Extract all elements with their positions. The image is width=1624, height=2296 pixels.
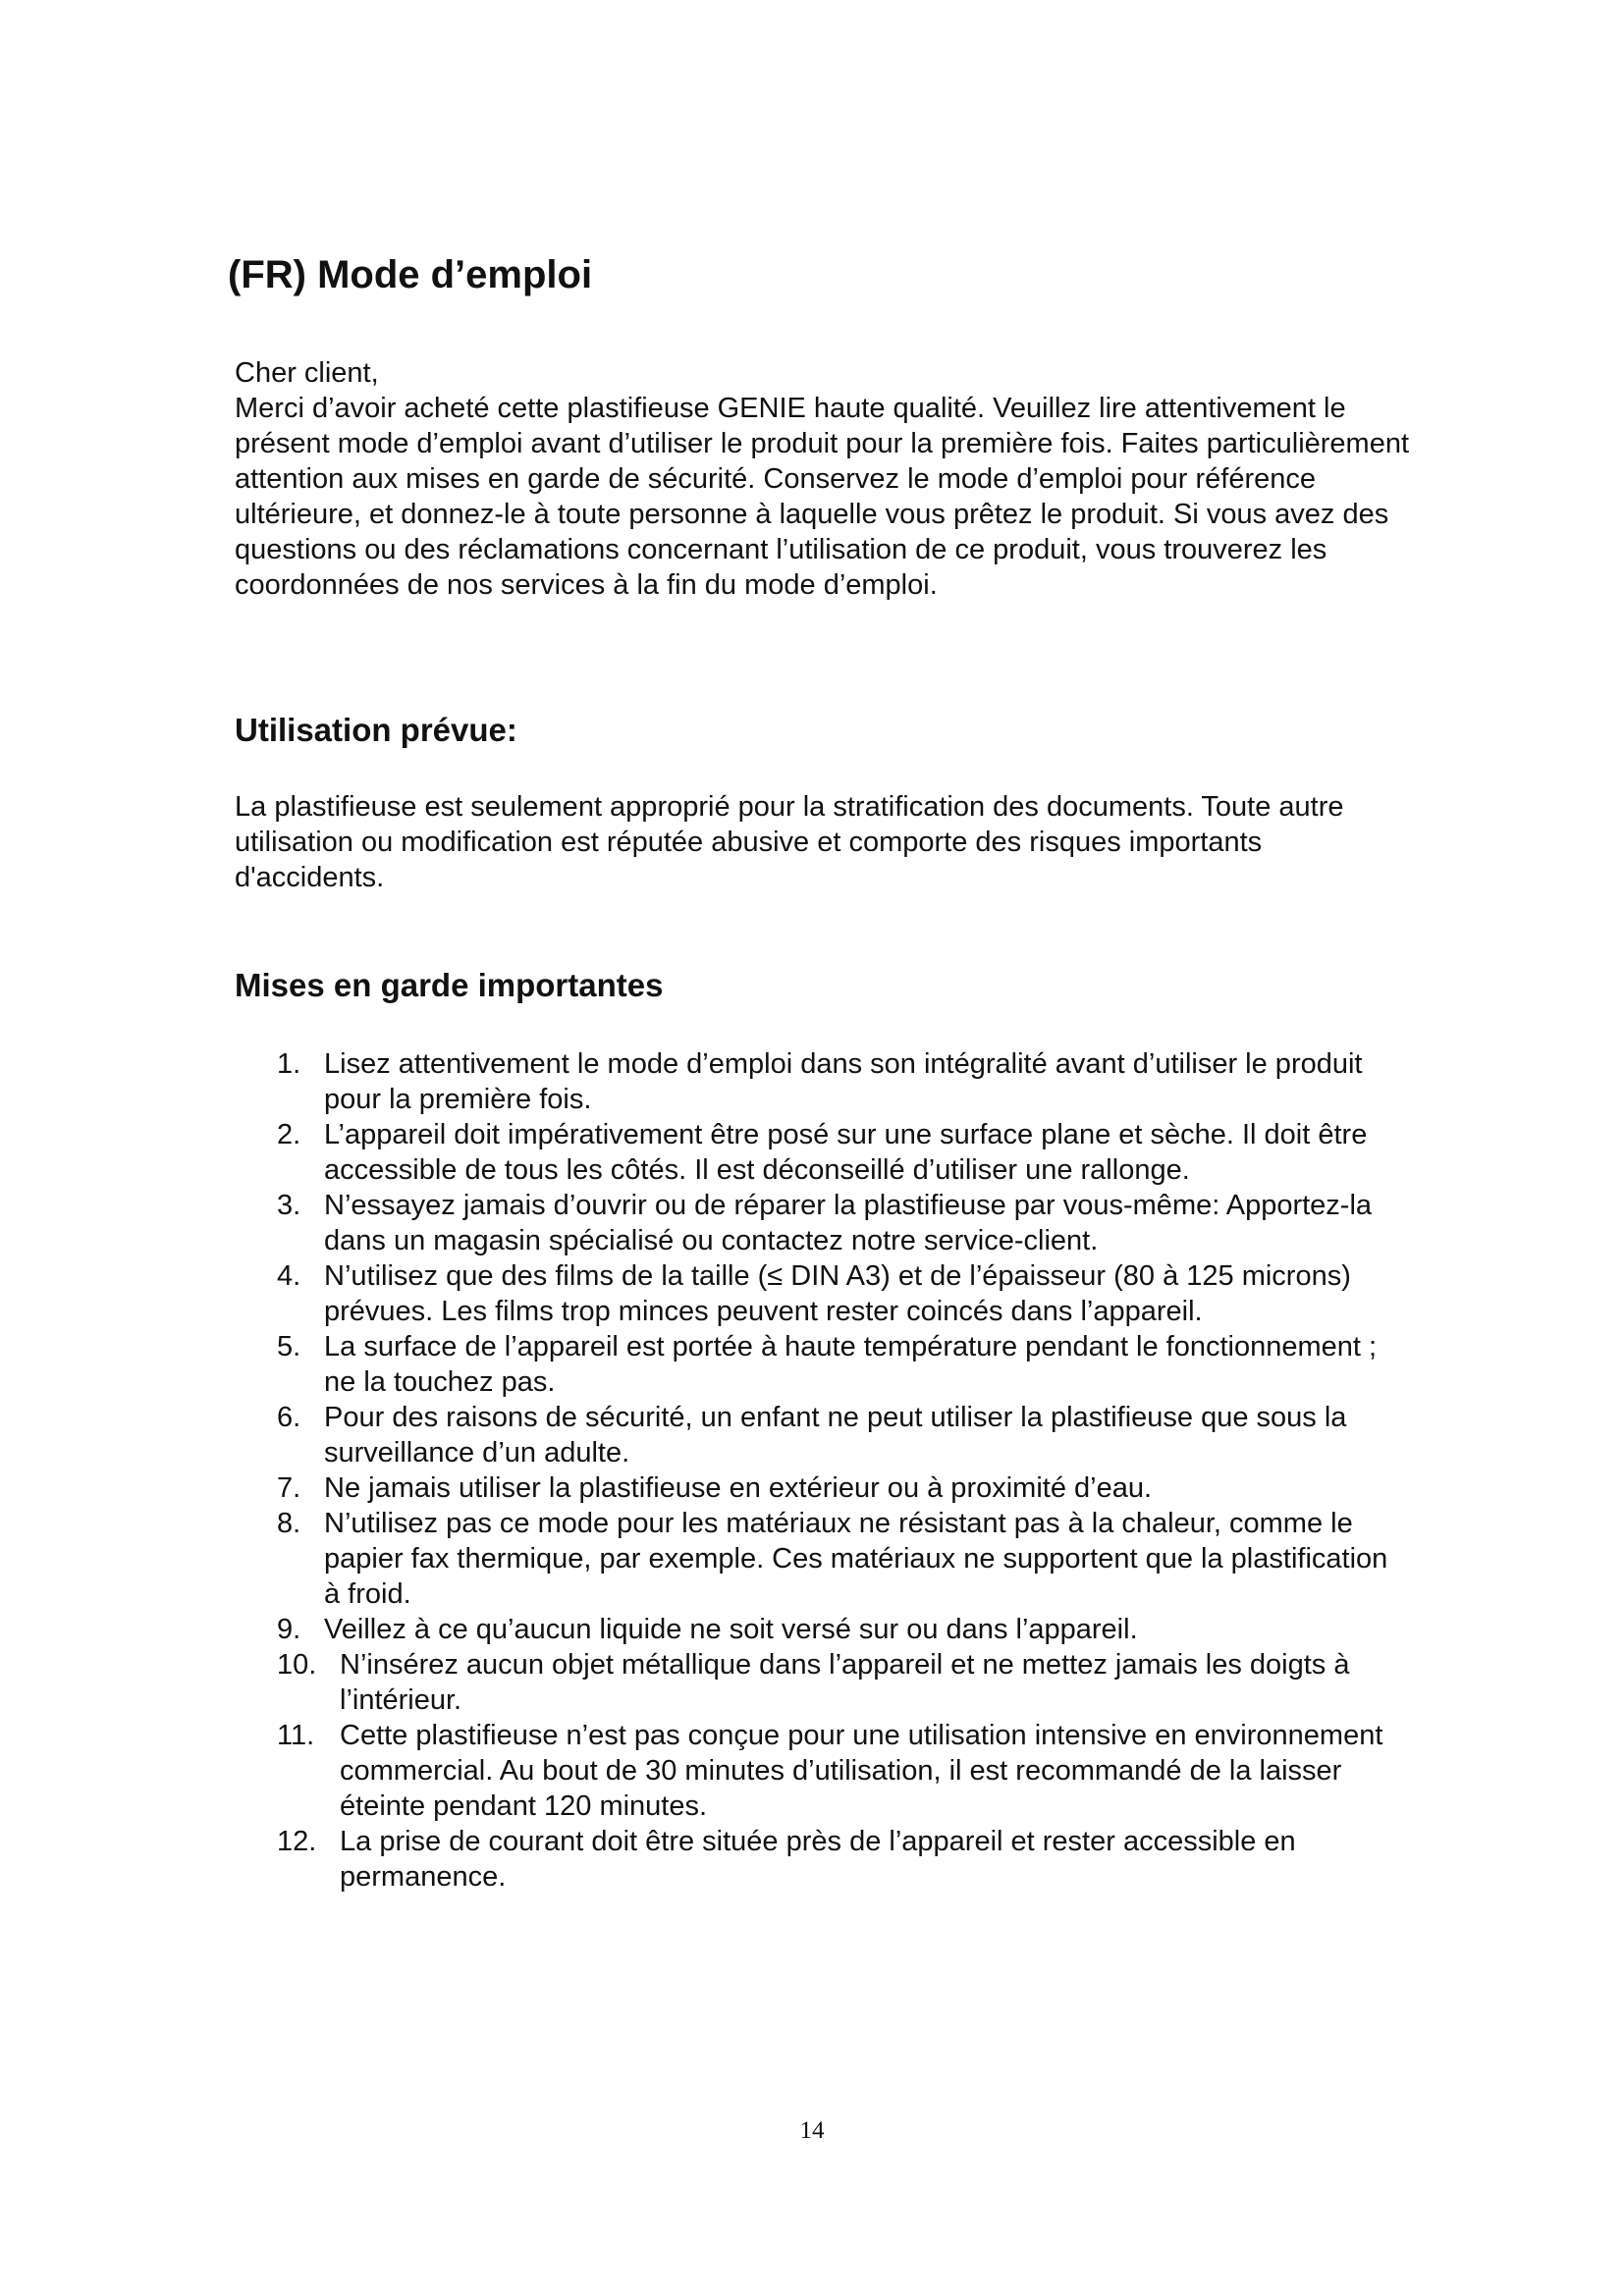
list-item-number: 7.	[277, 1472, 301, 1504]
list-item-text: N’essayez jamais d’ouvrir ou de réparer la plastifieuse par vous-même: Apportez-la dans un magasin spécialisé ou contactez notre service-client.	[324, 1190, 1373, 1256]
list-item-number: 8.	[277, 1508, 301, 1539]
list-item-number: 11.	[277, 1720, 315, 1751]
list-item	[277, 1824, 1406, 1895]
usage-paragraph: La plastifieuse est seulement approprié pour la stratification des documents. Toute autre utilisation ou modification est réputée abusive et comporte des risques importants d'accidents.	[235, 791, 1344, 893]
list-item-text: Ne jamais utiliser la plastifieuse en extérieur ou à proximité d’eau.	[324, 1472, 1153, 1504]
warnings-list	[277, 1046, 1406, 1895]
page-title: (FR) Mode d’emploi	[228, 253, 593, 296]
list-item-text: Lisez attentivement le mode d’emploi dans son intégralité avant d’utiliser le produit pour la première fois.	[324, 1048, 1363, 1115]
list-item-number: 1.	[277, 1048, 301, 1080]
list-item-number: 9.	[277, 1614, 301, 1645]
list-item-number: 5.	[277, 1331, 301, 1362]
list-item-number: 6.	[277, 1402, 301, 1433]
list-item-text: La surface de l’appareil est portée à haute température pendant le fonctionnement ; ne la touchez pas.	[324, 1331, 1378, 1398]
list-item-text: N’insérez aucun objet métallique dans l’appareil et ne mettez jamais les doigts à l’intérieur.	[340, 1649, 1350, 1716]
list-item-text: L’appareil doit impérativement être posé sur une surface plane et sèche. Il doit être accessible de tous les côtés. Il est déconseillé d’utiliser une rallonge.	[324, 1119, 1368, 1186]
list-item	[277, 1612, 1406, 1647]
intro-paragraph: Merci d’avoir acheté cette plastifieuse GENIE haute qualité. Veuillez lire attentivement le présent mode d’emploi avant d’utiliser le produit pour la première fois. Faites particulièrement attention aux mises en garde de sécurité. Conservez le mode d’emploi pour référence ultérieure, et donnez-le à toute personne à laquelle vous prêtez le produit. Si vous avez des questions ou des réclamations concernant l’utilisation de ce produit, vous trouverez les coordonnées de nos services à la fin du mode d’emploi.	[235, 393, 1410, 601]
list-item	[277, 1046, 1406, 1117]
list-item-number: 4.	[277, 1260, 301, 1292]
list-item	[277, 1470, 1406, 1506]
intro-section	[235, 355, 1413, 603]
usage-heading: Utilisation prévue:	[235, 712, 517, 748]
list-item	[277, 1718, 1406, 1824]
list-item-number: 12.	[277, 1826, 317, 1857]
list-item-number: 10.	[277, 1649, 317, 1681]
list-item-text: Pour des raisons de sécurité, un enfant ne peut utiliser la plastifieuse que sous la surveillance d’un adulte.	[324, 1402, 1347, 1468]
warnings-heading: Mises en garde importantes	[235, 967, 664, 1003]
list-item-number: 3.	[277, 1190, 301, 1221]
list-item-text: La prise de courant doit être située près de l’appareil et rester accessible en permanence.	[340, 1826, 1296, 1893]
greeting: Cher client,	[235, 357, 379, 389]
list-item	[277, 1400, 1406, 1470]
list-item-text: Cette plastifieuse n’est pas conçue pour une utilisation intensive en environnement commercial. Au bout de 30 minutes d’utilisation, il est recommandé de la laisser éteinte pendant 120 minutes.	[340, 1720, 1383, 1822]
page-number: 14	[799, 2117, 825, 2144]
list-item-text: N’utilisez que des films de la taille (≤ DIN A3) et de l’épaisseur (80 à 125 microns) prévues. Les films trop minces peuvent rester coincés dans l’appareil.	[324, 1260, 1351, 1327]
list-item-text: Veillez à ce qu’aucun liquide ne soit versé sur ou dans l’appareil.	[324, 1614, 1138, 1645]
list-item	[277, 1647, 1406, 1718]
list-item	[277, 1506, 1406, 1612]
list-item	[277, 1117, 1406, 1188]
list-item	[277, 1188, 1406, 1258]
list-item-number: 2.	[277, 1119, 301, 1150]
list-item	[277, 1329, 1406, 1400]
list-item	[277, 1258, 1406, 1329]
list-item-text: N’utilisez pas ce mode pour les matériaux ne résistant pas à la chaleur, comme le papier fax thermique, par exemple. Ces matériaux ne supportent que la plastification à froid.	[324, 1508, 1388, 1610]
